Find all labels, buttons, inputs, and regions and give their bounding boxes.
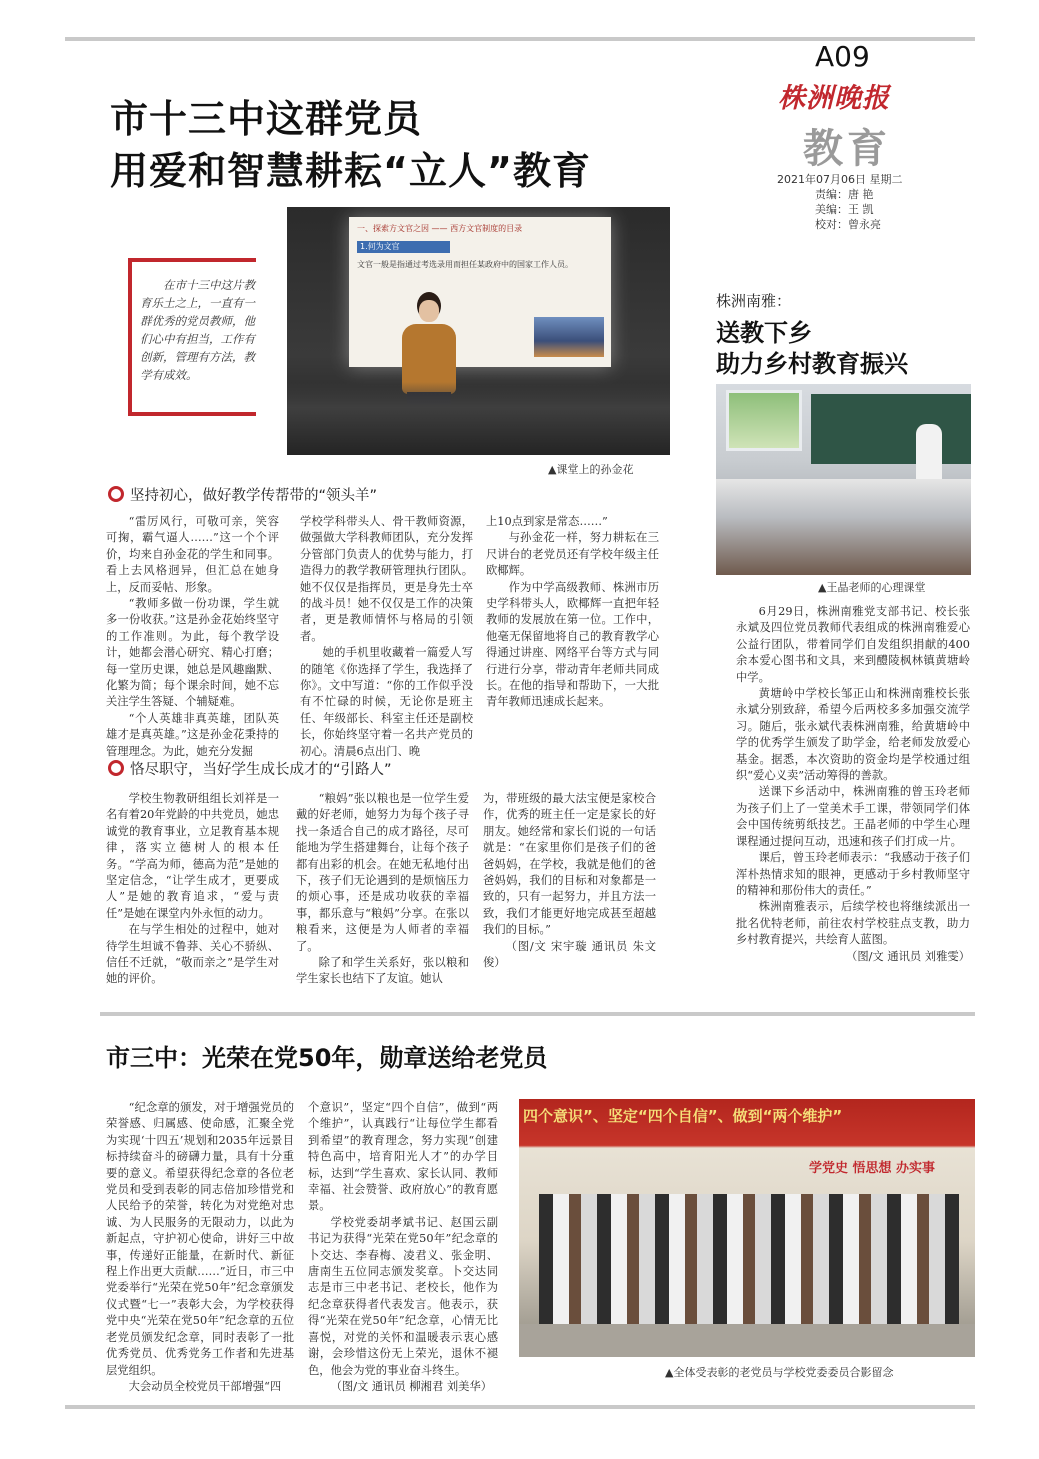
main-title-line1: 市十三中这群党员 <box>110 97 423 141</box>
slide-title: 一、探索方文官之因 —— 西方文官制度的目录 <box>357 224 523 233</box>
paragraph: 为，带班级的最大法宝便是家校合作，优秀的班主任一定是家长的好朋友。她经常和家长们说的一句话就是：“在家里你们是孩子们的爸爸妈妈，在学校，我就是他们的爸爸妈妈，我们的目标和对象都是一致的，只有一起努力，并且方法一致，我们才能更好地完成甚至超越我们的目标。” <box>483 792 656 937</box>
paragraph: “纪念章的颁发，对于增强党员的荣誉感、归属感、使命感，汇聚全党为实现‘十四五’规划和2035年远景目标持续奋斗的磅礴力量，具有十分重要的意义。希望获得纪念章的各位老党员和受到表彰的同志倍加珍惜党和人民给予的荣誉，转化为对党绝对忠诚、为人民服务的无限动力，以此为新起点，守护初心使命，讲好三中故事，传递好正能量，在新时代、新征程上作出更大贡献……”近日，市三中党委举行“光荣在党50年”纪念章颁发仪式暨“七一”表彰大会，为学校获得党中央“光荣在党50年”纪念章的五位老党员颁发纪念章，同时表彰了一批优秀党员、优秀党务工作者和先进基层党组织。 <box>106 1101 294 1377</box>
bottom-title: 市三中：光荣在党50年，勋章送给老党员 <box>106 1044 548 1072</box>
bottom-col1 <box>106 1100 294 1395</box>
paragraph: 课后，曾玉玲老师表示：“我感动于孩子们浑朴热情求知的眼神，更感动于乡村教师坚守的精神和那份伟大的责任。” <box>736 851 970 897</box>
paragraph: 学校党委胡孝斌书记、赵国云副书记为获得“光荣在党50年”纪念章的卜交达、李春梅、凌君义、张金明、唐南生五位同志颁发奖章。卜交达同志是市三中老书记、老校长，他作为纪念章获得者代表发言。他表示，获得“光荣在党50年”纪念章，心情无比喜悦，对党的关怀和温暖表示衷心感谢，会珍惜这份无上荣光，退休不褪色，他会为党的事业奋斗终生。 <box>308 1215 498 1377</box>
section2-col3 <box>483 791 656 971</box>
byline: （图/文 通讯员 柳湘君 刘美华） <box>330 1379 493 1393</box>
section-name: 教育 <box>803 125 891 172</box>
main-title-line2: 用爱和智慧耕耘“立人”教育 <box>110 149 591 193</box>
paragraph: 作为中学高级教师、株洲市历史学科带头人，欧椰辉一直把年轻教师的发展放在第一位。工作中，他毫无保留地将自己的教育教学心得通过讲座、网络平台等方式与同行进行分享，带动青年老师共同成长。在他的指导和帮助下，一大批青年教师迅速成长起来。 <box>486 580 659 709</box>
group-photo <box>519 1099 975 1357</box>
paragraph: “个人英雄非真英雄，团队英雄才是真英雄。”这是孙金花秉持的管理理念。为此，她充分发掘 <box>106 711 279 758</box>
paragraph: 大会动员全校党员干部增强“四 <box>128 1379 282 1393</box>
slide-subtitle: 1.何为文官 <box>357 241 450 253</box>
section2-heading <box>108 758 392 779</box>
paragraph: 学校生物教研组组长刘祥是一名有着20年党龄的中共党员，她忠诚党的教育事业，立足教育基本规律，落实立德树人的根本任务。“学高为师，德高为范”是她的坚定信念，“让学生成才，更要成人”是她的教育追求，“爱与责任”是她在课堂内外永恒的动力。 <box>106 792 279 920</box>
section-marker-icon <box>108 486 124 502</box>
side-body <box>736 604 970 965</box>
section1-col1 <box>106 514 279 760</box>
classroom-photo-caption: ▲课堂上的孙金花 <box>548 463 634 476</box>
paragraph: 上10点到家是常态……” <box>486 515 608 528</box>
byline: （图/文 宋宇璇 通讯员 朱文俊） <box>483 939 656 970</box>
section2-col1 <box>106 791 279 988</box>
paragraph: 与孙金花一样，努力耕耘在三尺讲台的老党员还有学校年级主任欧椰辉。 <box>486 531 659 578</box>
section2-heading-text: 恪尽职守，当好学生成长成才的“引路人” <box>130 762 392 778</box>
window <box>726 390 802 451</box>
paragraph: 个意识”，坚定“四个自信”，做到“两个维护”，认真践行“让每位学生都看到希望”的教育理念，努力实现“创建特色高中，培育阳光人才”的办学目标，达到“学生喜欢、家长认同、教师幸福、社会赞誉、政府放心”的教育愿景。 <box>308 1101 498 1213</box>
middle-rule <box>100 1012 975 1016</box>
paragraph: 在与学生相处的过程中，她对待学生坦诚不鲁莽、关心不骄纵、信任不迁就，“敬而亲之”是学生对她的评价。 <box>106 923 279 986</box>
paragraph: 株洲南雅表示，后续学校也将继续派出一批名优特老师，前往农村学校驻点支教，助力乡村教育提兴，共绘育人蓝图。 <box>736 900 970 947</box>
side-kicker: 株洲南雅： <box>716 292 792 310</box>
paper-name-logo: 株洲晚报 <box>778 83 890 114</box>
bottom-rule <box>65 1405 975 1409</box>
bottom-col2 <box>308 1100 498 1395</box>
students-row <box>716 479 971 575</box>
side-title-line1: 送教下乡 <box>716 319 812 347</box>
psychology-photo-caption: ▲王晶老师的心理课堂 <box>818 581 926 594</box>
paragraph: 黄塘岭中学校长邹正山和株洲南雅校长张永斌分别致辞，希望今后两校多多加强交流学习。随后，张永斌代表株洲南雅，给黄塘岭中学的优秀学生颁发了助学金，给老师发放爱心基金。据悉，本次资助的资金均是学校通过组织“爱心义卖”活动筹得的善款。 <box>736 687 970 783</box>
paragraph: 6月29日，株洲南雅党支部书记、校长张永斌及四位党员教师代表组成的株洲南雅爱心公益行团队，带着同学们自发组织捐献的400余本爱心图书和文具，来到醴陵枫林镇黄塘岭中学。 <box>736 605 970 684</box>
projected-slide <box>349 217 611 367</box>
psychology-class-photo <box>716 384 971 575</box>
photo-banner-text: 四个意识”、坚定“四个自信”、做到“两个维护” <box>523 1107 843 1125</box>
side-title-line2: 助力乡村教育振兴 <box>716 350 908 378</box>
staff-proofreader: 校对：曾永亮 <box>815 218 881 231</box>
group-photo-caption: ▲全体受表彰的老党员与学校党委委员合影留念 <box>665 1366 894 1379</box>
chalkboard <box>811 394 971 464</box>
paragraph: 学校学科带头人、骨干教师资源，做强做大学科教师团队，充分发挥分管部门负责人的优势与能力，打造得力的教学教研管理执行团队。她不仅仅是指挥员，更是身先士卒的战斗员！她不仅仅是工作的决策者，更是教师情怀与格局的引领者。 <box>300 515 473 643</box>
standing-teacher <box>916 424 942 484</box>
paragraph: “教师多做一份功课，学生就多一份收获。”这是孙金花始终坚守的工作准则。为此，每个教学设计，她都会潜心研究、精心打磨；每一堂历史课，她总是风趣幽默、化繁为简；每个课余时间，她不忘关注学生答疑、个辅疑难。 <box>106 597 279 709</box>
staff-editor: 责编：唐 艳 <box>815 188 874 201</box>
group-people <box>539 1194 959 1324</box>
section2-col2 <box>296 791 469 988</box>
paragraph: 送课下乡活动中，株洲南雅的曾玉玲老师为孩子们上了一堂美术手工课，带领同学们体会中国传统剪纸技艺。王晶老师的中学生心理课程通过提问互动，迅速和孩子们打成一片。 <box>736 785 970 848</box>
byline: （图/文 通讯员 刘雅雯） <box>846 949 970 963</box>
classroom-photo <box>287 207 670 455</box>
section1-col2 <box>300 514 473 760</box>
section-marker-icon <box>108 760 124 776</box>
steps <box>519 1324 975 1357</box>
section1-col3 <box>486 514 659 711</box>
section1-heading-text: 坚持初心，做好教学传帮带的“领头羊” <box>130 488 378 504</box>
page-number: A09 <box>815 40 870 73</box>
intro-text: 在市十三中这片教育乐土之上，一直有一群优秀的党员教师，他们心中有担当，工作有创新，管理有方法，教学有成效。 <box>140 278 255 382</box>
slide-image <box>534 317 604 357</box>
students-foreground <box>287 382 670 455</box>
staff-designer: 美编：王 凯 <box>815 203 874 216</box>
issue-date: 2021年07月06日 星期二 <box>777 173 903 186</box>
paragraph: “粮妈”张以粮也是一位学生爱戴的好老师，她努力为每个孩子寻找一条适合自己的成才路径，尽可能地为学生搭建舞台，让每个孩子都有出彩的机会。在她无私地付出下，孩子们无论遇到的是烦恼压力的烦心事，还是成功收获的幸福事，都乐意与“粮妈”分享。在张以粮看来，这便是为人师者的幸福了。 <box>296 792 469 953</box>
paragraph: “雷厉风行，可敬可亲，笑容可掬，霸气逼人……”这一个个评价，均来自孙金花的学生和同事。看上去风格迥异，但汇总在她身上，反而妥帖、形象。 <box>106 515 279 594</box>
slide-text: 文官一般是指通过考选录用而担任某政府中的国家工作人员。 <box>357 260 573 269</box>
paragraph: 她的手机里收藏着一篇爱人写的随笔《你选择了学生，我选择了你》。文中写道：“你的工作似乎没有不忙碌的时候，无论你是班主任、年级部长、科室主任还是副校长，你始终坚守着一名共产党员的初心。清晨6点出门、晚 <box>300 646 473 758</box>
photo-banner2-text: 学党史 悟思想 办实事 <box>809 1161 936 1176</box>
section1-heading <box>108 484 377 505</box>
paragraph: 除了和学生关系好，张以粮和学生家长也结下了友谊。她认 <box>296 956 469 986</box>
